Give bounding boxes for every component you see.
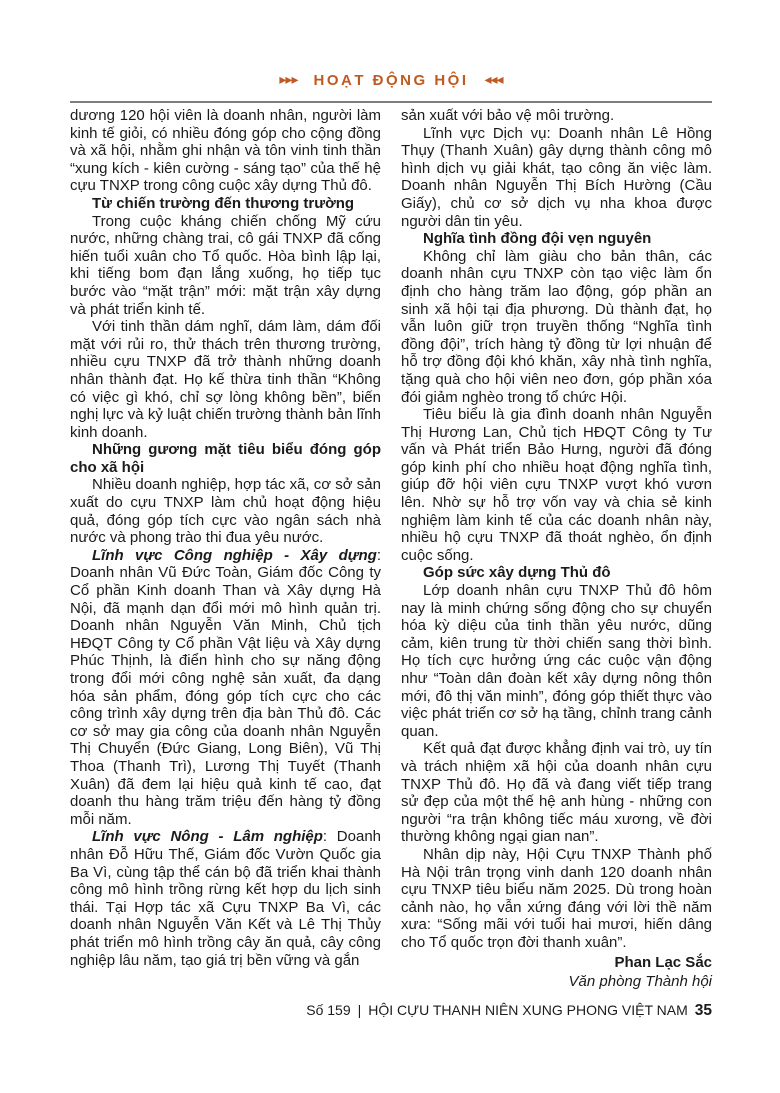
paragraph: Nhiều doanh nghiệp, hợp tác xã, cơ sở sản xuất do cựu TNXP làm chủ hoạt động hiệu quả, đóng góp tích cực vào ngân sách nhà nước và phong trào thi đua yêu nước.	[70, 476, 381, 547]
triple-arrow-right-icon: ▸▸▸	[279, 71, 298, 87]
footer-journal-name: HỘI CỰU THANH NIÊN XUNG PHONG VIỆT NAM	[368, 1002, 688, 1018]
paragraph: Không chỉ làm giàu cho bản thân, các doanh nhân cựu TNXP còn tạo việc làm ổn định cho hàng trăm lao động, góp phần an sinh xã hội tại địa phương. Dù thành đạt, họ vẫn luôn giữ trọn truyền thống “Nghĩa tình đồng đội”, trích hàng tỷ đồng từ lợi nhuận để hỗ trợ đồng đội khó khăn, xây nhà tình nghĩa, tặng quà cho hội viên neo đơn, góp phần xóa đói giảm nghèo trong tổ chức Hội.	[401, 247, 712, 406]
paragraph-text: : Doanh nhân Vũ Đức Toàn, Giám đốc Công ty Cổ phần Kinh doanh Than và Xây dựng Hà Nội, đã mạnh dạn đổi mới mô hình quản trị. Doanh nhân Nguyễn Văn Minh, Chủ tịch HĐQT Công ty Cổ phần Vật liệu và Xây dựng Phúc Thịnh, là điển hình cho sự năng động trong đổi mới công nghệ sản xuất, đa dạng hóa sản phẩm, đóng góp tích cực cho các công trình xây dựng trên địa bàn Thủ đô. Các cơ sở may gia công của doanh nhân Nguyễn Thị Chuyển (Đức Giang, Long Biên), Vũ Thị Thoa (Thanh Trì), Lương Thị Tuyết (Thanh Xuân) đã đem lại hiệu quả kinh tế cao, đạt doanh thu hàng trăm triệu đến hàng tỷ đồng mỗi năm.	[70, 546, 381, 828]
section-title: HOẠT ĐỘNG HỘI	[313, 72, 469, 89]
column-right	[401, 107, 712, 991]
triple-arrow-left-icon: ◂◂◂	[484, 71, 503, 87]
column-left	[70, 107, 381, 991]
footer-separator: |	[357, 1002, 362, 1018]
paragraph: Với tinh thần dám nghĩ, dám làm, dám đối mặt với rủi ro, thử thách trên thương trường, nhiều cựu TNXP đã trở thành những doanh nhân thành đạt. Họ kế thừa tinh thần “Không có việc gì khó, chỉ sợ lòng không bền”, biến nghị lực và kỷ luật chiến trường thành bản lĩnh kinh doanh.	[70, 318, 381, 441]
paragraph: Trong cuộc kháng chiến chống Mỹ cứu nước, những chàng trai, cô gái TNXP đã cống hiến tuổi xuân cho Tổ quốc. Hòa bình lập lại, khi tiếng bom đạn lắng xuống, họ tiếp tục bước vào “mặt trận” mới: mặt trận xây dựng và phát triển kinh tế.	[70, 212, 381, 318]
section-heading: Những gương mặt tiêu biểu đóng góp cho xã hội	[70, 441, 381, 476]
byline-author: Phan Lạc Sắc	[614, 953, 712, 971]
page-header	[70, 72, 712, 89]
section-heading: Từ chiến trường đến thương trường	[92, 194, 355, 212]
paragraph: Lĩnh vực Dịch vụ: Doanh nhân Lê Hồng Thụy (Thanh Xuân) gây dựng thành công mô hình dịch vụ giải khát, tạo công ăn việc làm. Doanh nhân Nguyễn Thị Bích Hường (Cầu Giấy), chủ cơ sở dịch vụ nha khoa được người dân tin yêu.	[401, 124, 712, 230]
footer-page-number: 35	[694, 1002, 712, 1019]
byline-organization: Văn phòng Thành hội	[568, 972, 712, 990]
article-body	[70, 107, 712, 991]
paragraph: Tiêu biểu là gia đình doanh nhân Nguyễn Thị Hương Lan, Chủ tịch HĐQT Công ty Tư vấn và Phát triển Bảo Hưng, người đã đóng góp kinh phí cho nhiều hoạt động nghĩa tình, giúp đỡ hội viên cựu TNXP vượt khó vươn lên. Nhờ sự hỗ trợ vốn vay và chia sẻ kinh nghiệm làm kinh tế của các doanh nhân này, nhiều hộ cựu TNXP đã thoát nghèo, ổn định cuộc sống.	[401, 406, 712, 564]
footer-issue: Số 159	[306, 1002, 351, 1018]
paragraph-lead: Lĩnh vực Công nghiệp - Xây dựng	[92, 546, 377, 564]
paragraph: sản xuất với bảo vệ môi trường.	[401, 107, 615, 124]
paragraph: Nhân dịp này, Hội Cựu TNXP Thành phố Hà Nội trân trọng vinh danh 120 doanh nhân cựu TNXP tiêu biểu năm 2025. Dù trong hoàn cảnh nào, họ vẫn xứng đáng với lời thề năm xưa: “Sống mãi với tuổi hai mươi, hiến dâng cho Tổ quốc trọn đời thanh xuân”.	[401, 845, 712, 951]
paragraph-text: : Doanh nhân Đỗ Hữu Thế, Giám đốc Vườn Quốc gia Ba Vì, cùng tập thể cán bộ đã triển khai thành công mô hình trồng rừng kết hợp du lịch sinh thái. Tại Hợp tác xã Cựu TNXP Ba Vì, các doanh nhân Nguyễn Văn Kết và Lê Thị Thủy phát triển mô hình trồng cây ăn quả, cây công nghiệp lâu năm, tạo giá trị bền vững và gắn	[70, 828, 382, 969]
header-rule	[70, 101, 712, 103]
byline	[401, 953, 712, 991]
section-heading: Nghĩa tình đồng đội vẹn nguyên	[423, 230, 652, 248]
paragraph: dương 120 hội viên là doanh nhân, người làm kinh tế giỏi, có nhiều đóng góp cho cộng đồng và xã hội, nhằm ghi nhận và tôn vinh tinh thần “xung kích - kiên cường - sáng tạo” của thế hệ cựu TNXP trong công cuộc xây dựng Thủ đô.	[70, 107, 381, 195]
section-heading: Góp sức xây dựng Thủ đô	[423, 564, 611, 582]
paragraph: Lớp doanh nhân cựu TNXP Thủ đô hôm nay là minh chứng sống động cho sự chuyển hóa kỳ diệu của tinh thần yêu nước, dũng cảm, kiên trung từ thời chiến sang thời bình. Họ tích cực hưởng ứng các cuộc vận động như “Toàn dân đoàn kết xây dựng nông thôn mới, đô thị văn minh”, đóng góp thiết thực vào việc phát triển cơ sở hạ tầng, chỉnh trang cảnh quan.	[401, 582, 712, 740]
page-footer	[70, 1002, 712, 1020]
paragraph-lead: Lĩnh vực Nông - Lâm nghiệp	[92, 828, 323, 846]
paragraph: Kết quả đạt được khẳng định vai trò, uy tín và trách nhiệm xã hội của doanh nhân cựu TNXP Thủ đô. Họ đã và đang viết tiếp trang sử đẹp của một thế hệ anh hùng - những con người “ra trận không tiếc máu xương, về đời thường không ngại gian nan”.	[401, 740, 712, 846]
paragraph	[70, 828, 381, 969]
paragraph	[70, 547, 381, 829]
